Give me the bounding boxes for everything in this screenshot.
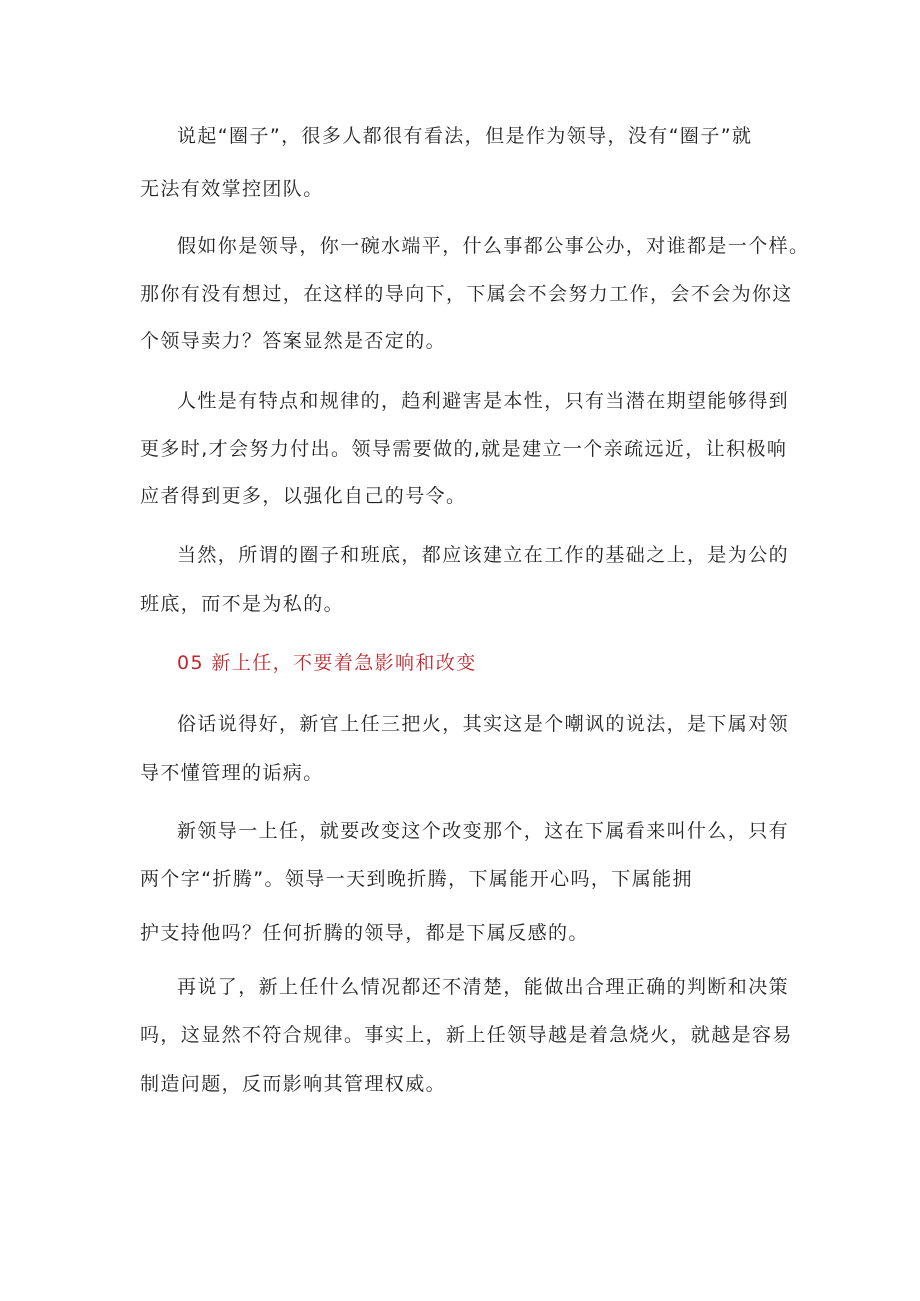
text-line: 护支持他吗？任何折腾的领导，都是下属反感的。 <box>140 922 589 944</box>
text-line: 吗，这显然不符合规律。事实上，新上任领导越是着急烧火，就越是容易 <box>140 1024 793 1046</box>
text-line: 更多时,才会努力付出。领导需要做的,就是建立一个亲疏远近，让积极响 <box>140 438 788 460</box>
text-line: 俗话说得好，新官上任三把火，其实这是个嘲讽的说法，是下属对领 <box>177 713 790 735</box>
text-line: 个领导卖力？答案显然是否定的。 <box>140 330 447 352</box>
text-line: 应者得到更多，以强化自己的号令。 <box>140 485 467 507</box>
text-line: 两个字“折腾”。领导一天到晚折腾，下属能开心吗，下属能拥 <box>140 868 693 890</box>
text-line: 无法有效掌控团队。 <box>140 178 324 200</box>
text-line: 新领导一上任，就要改变这个改变那个，这在下属看来叫什么，只有 <box>177 820 790 842</box>
text-line: 当然，所谓的圈子和班底，都应该建立在工作的基础之上，是为公的 <box>177 544 790 566</box>
section-heading: 05 新上任，不要着急影响和改变 <box>177 652 477 674</box>
text-line: 再说了，新上任什么情况都还不清楚，能做出合理正确的判断和决策 <box>177 976 790 998</box>
text-line: 人性是有特点和规律的，趋利避害是本性，只有当潜在期望能够得到 <box>177 390 790 412</box>
text-line: 假如你是领导，你一碗水端平，什么事都公事公办，对谁都是一个样。 <box>177 235 810 257</box>
text-line: 那你有没有想过，在这样的导向下，下属会不会努力工作，会不会为你这 <box>140 283 793 305</box>
text-line: 说起“圈子”，很多人都很有看法，但是作为领导，没有“圈子”就 <box>177 125 753 147</box>
text-line: 制造问题，反而影响其管理权威。 <box>140 1073 447 1095</box>
text-line: 班底，而不是为私的。 <box>140 593 345 615</box>
text-line: 导不懂管理的诟病。 <box>140 762 324 784</box>
